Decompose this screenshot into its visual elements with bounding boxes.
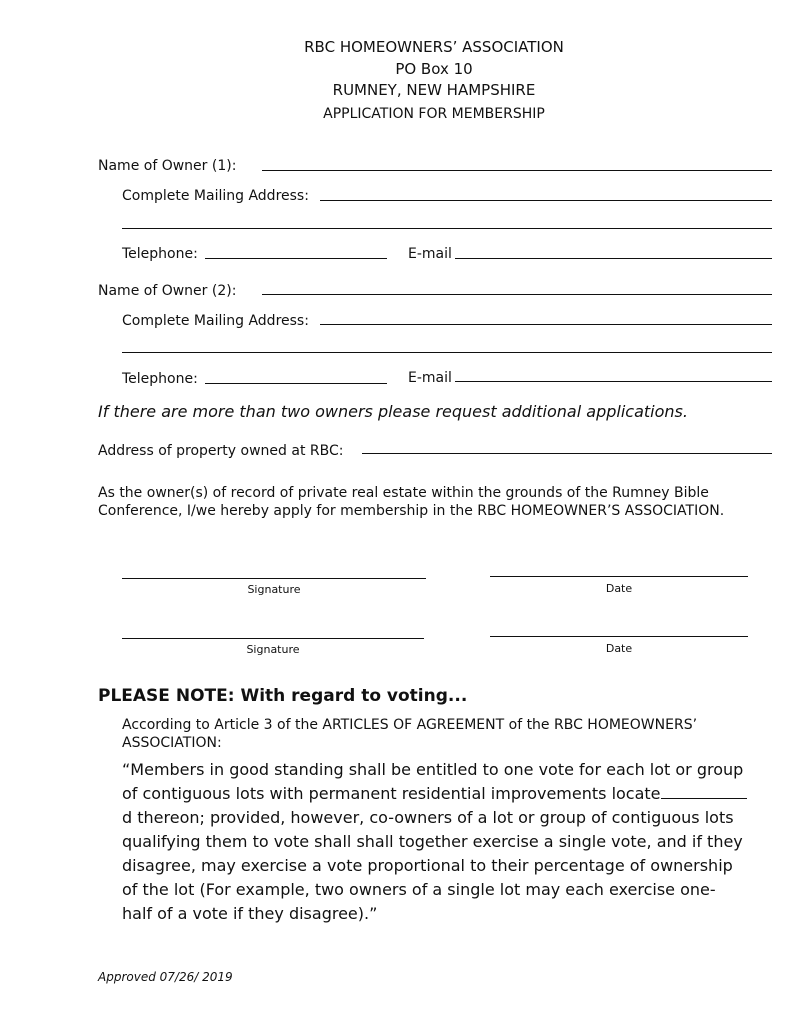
owner2-telephone-label: Telephone: <box>122 371 198 387</box>
organization-name: RBC HOMEOWNERS’ ASSOCIATION <box>304 38 564 56</box>
owner1-address-label: Complete Mailing Address: <box>122 188 309 204</box>
owner2-address-field-2[interactable] <box>122 334 772 354</box>
owner1-telephone-field[interactable] <box>205 240 387 260</box>
owner1-address-field-2[interactable] <box>122 210 772 230</box>
owner2-email-label: E-mail <box>408 370 452 386</box>
quote-blank-line <box>661 784 747 799</box>
owner2-telephone-field[interactable] <box>205 365 387 385</box>
owner1-email-label: E-mail <box>408 246 452 262</box>
quote-line: “Members in good standing shall be entitled to one vote for each lot or group <box>122 760 744 779</box>
article-reference <box>122 716 697 752</box>
quote-line <box>122 782 752 806</box>
statement-line: As the owner(s) of record of private real estate within the grounds of the Rumney Bible <box>98 485 709 501</box>
owner1-name-line <box>262 170 772 171</box>
owner2-name-label: Name of Owner (2): <box>98 283 237 299</box>
property-address-label: Address of property owned at RBC: <box>98 443 344 459</box>
owner2-address-line-2 <box>122 352 772 353</box>
quote-line: d thereon; provided, however, co-owners of a lot or group of contiguous lots <box>122 808 734 827</box>
voting-quote <box>122 758 752 926</box>
owner1-name-field[interactable] <box>262 152 772 172</box>
signature-line-2[interactable] <box>122 638 424 639</box>
date-line-1[interactable] <box>490 576 748 577</box>
date-line-2[interactable] <box>490 636 748 637</box>
owner2-address-line <box>320 324 772 325</box>
owner1-telephone-label: Telephone: <box>122 246 198 262</box>
owner2-email-line <box>455 381 772 382</box>
date-label-2: Date <box>605 642 633 655</box>
date-label-1: Date <box>605 582 633 595</box>
article-line: ASSOCIATION: <box>122 735 222 751</box>
owner1-address-field[interactable] <box>320 182 772 202</box>
please-note-heading: PLEASE NOTE: With regard to voting... <box>98 686 468 706</box>
quote-line: disagree, may exercise a vote proportional to their percentage of ownership <box>122 856 733 875</box>
quote-line: half of a vote if they disagree).” <box>122 904 378 923</box>
owner1-address-line-2 <box>122 228 772 229</box>
form-title: APPLICATION FOR MEMBERSHIP <box>323 106 545 122</box>
property-address-line <box>362 453 772 454</box>
article-line: According to Article 3 of the ARTICLES OF AGREEMENT of the RBC HOMEOWNERS’ <box>122 717 698 733</box>
approval-date: Approved 07/26/ 2019 <box>98 970 233 984</box>
owner2-telephone-line <box>205 383 387 384</box>
owner2-address-label: Complete Mailing Address: <box>122 313 309 329</box>
statement-line: Conference, I/we hereby apply for membership in the RBC HOMEOWNER’S ASSOCIATION. <box>98 503 725 519</box>
city-state: RUMNEY, NEW HAMPSHIRE <box>332 81 536 99</box>
owner1-email-line <box>455 258 772 259</box>
signature-line-1[interactable] <box>122 578 426 579</box>
owner1-address-line <box>320 200 772 201</box>
additional-owners-note: If there are more than two owners please request additional applications. <box>98 402 688 421</box>
po-box: PO Box 10 <box>395 60 473 78</box>
owner1-email-field[interactable] <box>455 240 772 260</box>
quote-line-text: of contiguous lots with permanent residential improvements locate <box>122 784 661 803</box>
quote-line: of the lot (For example, two owners of a single lot may each exercise one- <box>122 880 716 899</box>
signature-label-2: Signature <box>246 643 300 656</box>
owner2-name-line <box>262 294 772 295</box>
signature-label-1: Signature <box>247 583 301 596</box>
quote-line: qualifying them to vote shall shall together exercise a single vote, and if they <box>122 832 743 851</box>
owner1-telephone-line <box>205 258 387 259</box>
membership-statement <box>98 484 724 520</box>
owner1-name-label: Name of Owner (1): <box>98 158 237 174</box>
